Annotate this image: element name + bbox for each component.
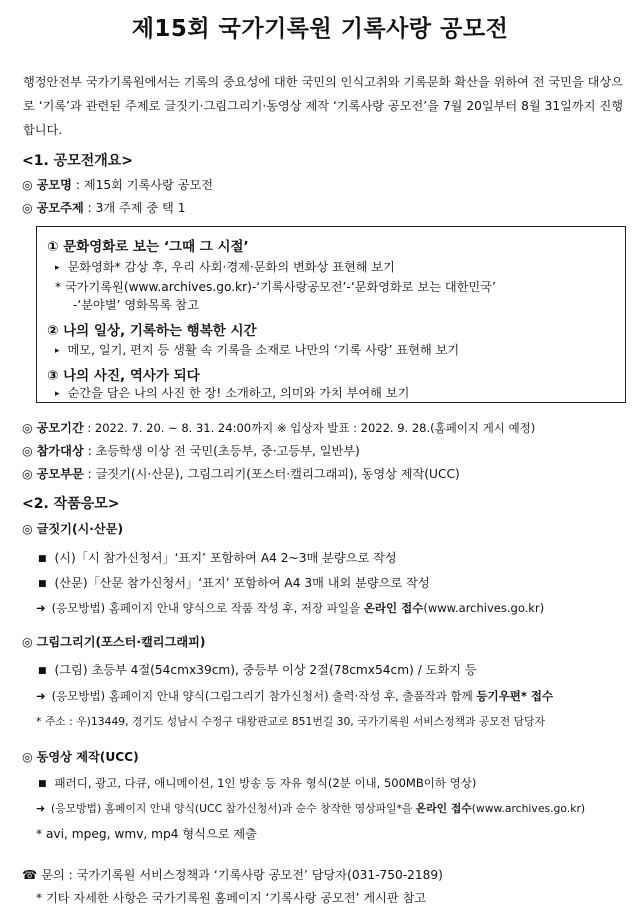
period-row [22,419,535,436]
triangle-right-icon: ▸ [55,346,60,356]
category-row [22,465,460,482]
double-circle-icon: ◎ [22,750,33,764]
contest-topic-label: 공모주제 [36,201,84,215]
contact-row [22,866,443,883]
writing-item2-row [38,574,430,591]
topic3-desc-row [55,384,409,401]
writing-item1: (시)「시 참가신청서」‘표지’ 포함하여 A4 2~3매 분량으로 작성 [54,551,397,565]
double-circle-icon: ◎ [22,201,33,215]
triangle-right-icon: ▸ [55,263,60,273]
topic1-note1: * 국가기록원(www.archives.go.kr)-‘기록사랑공모전’-‘문화영화로 보는 대한민국’ [55,280,496,294]
double-circle-icon: ◎ [22,635,33,649]
contest-topic-value: : 3개 주제 중 택 1 [83,201,186,215]
period-value: : 2022. 7. 20. ~ 8. 31. 24:00까지 ※ 입상자 발표 : 2022. 9. 28.(홈페이지 게시 예정) [83,421,536,435]
period-label: 공모기간 [36,421,84,435]
topic2-desc: 메모, 일기, 편지 등 생활 속 기록을 소재로 나만의 ‘기록 사랑’ 표현해 보기 [67,343,460,357]
writing-method-bold: 온라인 접수 [363,601,424,615]
double-circle-icon: ◎ [22,467,33,481]
topic1-note2: -‘분야별’ 영화목록 참고 [73,298,199,312]
black-square-icon: ■ [38,579,47,589]
drawing-heading: 그림그리기(포스터·캘리그래피) [36,635,206,649]
arrow-right-icon: ➜ [36,802,46,815]
section2-heading: <2. 작품응모> [22,496,120,512]
writing-method-text: (응모방법) 홈페이지 안내 양식으로 작품 작성 후, 저장 파일을 [51,601,364,615]
double-circle-icon: ◎ [22,444,33,458]
contest-name-value: : 제15회 기록사랑 공모전 [71,178,214,192]
target-row [22,442,360,459]
black-square-icon: ■ [38,666,47,676]
double-circle-icon: ◎ [22,178,33,192]
drawing-method-text: (응모방법) 홈페이지 안내 양식(그림그리기 참가신청서) 출력·작성 후, 출품작과 함께 [51,689,477,703]
video-item1: 패러디, 광고, 다큐, 애니메이션, 1인 방송 등 자유 형식(2분 이내, 500MB이하 영상) [54,776,477,790]
triangle-right-icon: ▸ [55,389,60,399]
arrow-right-icon: ➜ [36,601,46,615]
writing-method-row [36,600,544,616]
topic1-desc-row [55,258,395,275]
target-label: 참가대상 [36,444,84,458]
contest-topic-row [22,199,185,216]
contact-text: 문의 : 국가기록원 서비스정책과 ‘기록사랑 공모전’ 담당자(031-750-2189) [41,868,443,882]
footer-note: * 기타 자세한 사항은 국가기록원 홈페이지 ‘기록사랑 공모전’ 게시판 참고 [36,891,427,905]
drawing-heading-row [22,633,205,650]
drawing-method-bold: 등기우편* 접수 [476,689,554,703]
writing-heading-row [22,520,123,537]
video-heading: 동영상 제작(UCC) [36,750,139,764]
category-value: : 글짓기(시·산문), 그림그리기(포스터·캘리그래피), 동영상 제작(UCC) [83,467,460,481]
topic1-title: ① 문화영화로 보는 ‘그때 그 시절’ [47,239,249,255]
video-method-text: (응모방법) 홈페이지 안내 양식(UCC 참가신청서)과 순수 창작한 영상파일*을 [51,802,416,815]
drawing-method-row [36,688,553,704]
video-method-url: (www.archives.go.kr) [471,802,586,815]
drawing-item1: (그림) 초등부 4절(54cmx39cm), 중등부 이상 2절(78cmx54cm) / 도화지 등 [54,663,477,677]
writing-item2: (산문)「산문 참가신청서」‘표지’ 포함하여 A4 3매 내외 분량으로 작성 [54,576,430,590]
topic2-desc-row [55,341,459,358]
video-item1-row [38,775,476,791]
writing-heading: 글짓기(시·산문) [36,522,124,536]
topic2-title: ② 나의 일상, 기록하는 행복한 시간 [47,323,257,339]
video-method-bold: 온라인 접수 [415,802,472,815]
category-label: 공모부문 [36,467,84,481]
video-heading-row [22,748,139,765]
double-circle-icon: ◎ [22,421,33,435]
target-value: : 초등학생 이상 전 국민(초등부, 중·고등부, 일반부) [83,444,360,458]
video-note: * avi, mpeg, wmv, mp4 형식으로 제출 [36,827,257,841]
writing-item1-row [38,549,397,566]
intro-paragraph: 행정안전부 국가기록원에서는 기록의 중요성에 대한 국민의 인식고취와 기록문화 확산을 위하여 전 국민을 대상으로 ‘기록’과 관련된 주제로 글짓기·그림그리기·동영상 제작 ‘기록사랑 공모전’을 7월 20일부터 8월 31일까지 진행합니다. [23,75,623,137]
page-title: 제15회 국가기록원 기록사랑 공모전 [131,16,509,42]
topic3-title: ③ 나의 사진, 역사가 되다 [47,368,200,384]
double-circle-icon: ◎ [22,522,33,536]
drawing-address: * 주소 : 우)13449, 경기도 성남시 수정구 대왕판교로 851번길 30, 국가기록원 서비스정책과 공모전 담당자 [36,715,545,728]
contest-name-row [22,176,213,193]
contest-name-label: 공모명 [36,178,72,192]
topic3-desc: 순간을 담은 나의 사진 한 장! 소개하고, 의미와 가치 부여해 보기 [67,386,410,400]
topic1-desc: 문화영화* 감상 후, 우리 사회·경제·문화의 변화상 표현해 보기 [67,260,395,274]
black-square-icon: ■ [38,779,47,789]
phone-icon: ☎ [22,868,38,882]
drawing-item1-row [38,661,477,678]
arrow-right-icon: ➜ [36,689,46,703]
black-square-icon: ■ [38,554,47,564]
section1-heading: <1. 공모전개요> [22,153,134,169]
topics-box [36,226,626,403]
video-method-row [36,801,585,816]
writing-method-url: (www.archives.go.kr) [423,601,545,615]
